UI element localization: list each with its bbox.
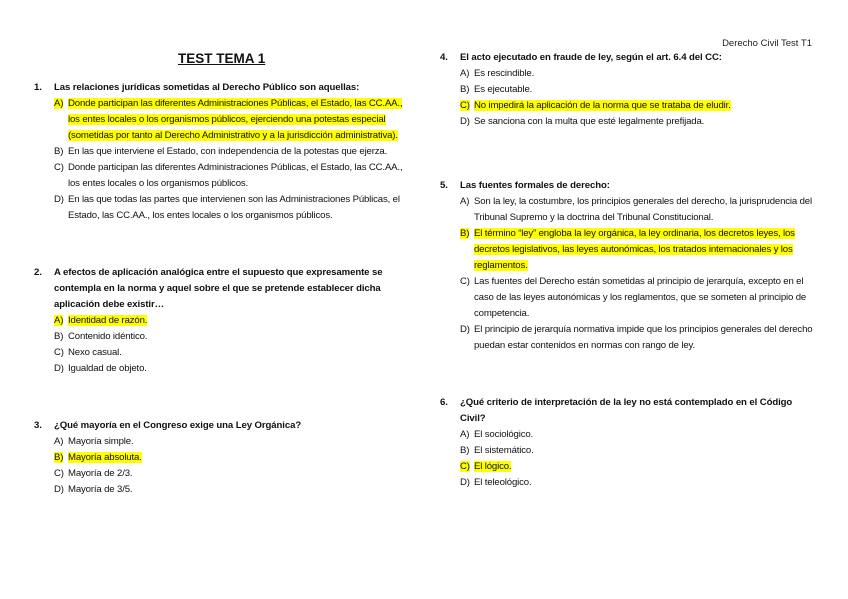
option-text: El sistemático. <box>474 445 534 456</box>
option-c <box>460 98 818 114</box>
option-b <box>460 82 818 98</box>
option-a <box>460 427 818 443</box>
option-d <box>54 482 406 498</box>
option-c <box>54 160 406 192</box>
option-a <box>460 194 818 226</box>
option-text: Las fuentes del Derecho están sometidas al principio de jerarquía, excepto en el caso de las leyes autonómicas y los reglamentos, que se someten al principio de competencia. <box>474 276 807 319</box>
option-d <box>460 114 818 130</box>
option-letter: D) <box>460 116 470 127</box>
option-text: Se sanciona con la multa que esté legalmente prefijada. <box>474 116 705 127</box>
option-letter: C) <box>54 162 64 173</box>
option-c <box>54 466 406 482</box>
option-text: Mayoría absoluta. <box>68 452 142 463</box>
option-text: Identidad de razón. <box>68 315 148 326</box>
option-d <box>460 475 818 491</box>
question-number: 1. <box>34 82 42 93</box>
question-4 <box>440 50 818 130</box>
option-list <box>460 194 818 354</box>
option-letter: D) <box>54 484 64 495</box>
option-letter: C) <box>460 100 470 111</box>
left-column <box>34 80 406 498</box>
option-a <box>54 313 406 329</box>
option-letter: D) <box>460 324 470 335</box>
option-b <box>54 450 406 466</box>
option-letter: A) <box>54 98 64 109</box>
option-d <box>54 361 406 377</box>
option-text: Igualdad de objeto. <box>68 363 147 374</box>
option-a <box>54 434 406 450</box>
option-letter: B) <box>460 84 470 95</box>
question-text: Las fuentes formales de derecho: <box>460 180 610 191</box>
option-list <box>54 434 406 498</box>
option-letter: D) <box>54 194 64 205</box>
option-text: Es rescindible. <box>474 68 535 79</box>
question-6 <box>440 395 818 491</box>
question-text: ¿Qué criterio de interpretación de la ley no está contemplado en el Código Civil? <box>460 397 793 424</box>
option-d <box>54 192 406 224</box>
option-letter: B) <box>460 445 470 456</box>
option-text: El principio de jerarquía normativa impide que los principios generales del derecho puedan estar contenidos en normas con rango de ley. <box>474 324 813 351</box>
option-letter: D) <box>460 477 470 488</box>
option-list <box>460 66 818 130</box>
option-text: Son la ley, la costumbre, los principios generales del derecho, la jurisprudencia del Tribunal Supremo y la doctrina del Tribunal Constitucional. <box>474 196 812 223</box>
option-c <box>460 274 818 322</box>
option-letter: A) <box>460 68 470 79</box>
option-text: En las que interviene el Estado, con independencia de la potestas que ejerza. <box>68 146 388 157</box>
question-number: 3. <box>34 420 42 431</box>
option-letter: D) <box>54 363 64 374</box>
question-text: A efectos de aplicación analógica entre el supuesto que expresamente se contempla en la norma y aquel sobre el que se pretende establecer dicha aplicación debe existir… <box>54 267 383 310</box>
option-letter: C) <box>54 468 64 479</box>
option-letter: A) <box>54 315 64 326</box>
question-1 <box>34 80 406 224</box>
option-letter: B) <box>460 228 470 239</box>
question-2 <box>34 265 406 377</box>
page-title: TEST TEMA 1 <box>178 51 266 66</box>
option-letter: B) <box>54 146 64 157</box>
option-letter: A) <box>460 196 470 207</box>
question-text: Las relaciones jurídicas sometidas al Derecho Público son aquellas: <box>54 82 360 93</box>
option-text: Mayoría simple. <box>68 436 134 447</box>
option-text: Mayoría de 2/3. <box>68 468 133 479</box>
option-list <box>54 96 406 224</box>
option-b <box>460 443 818 459</box>
option-text: Donde participan las diferentes Administraciones Públicas, el Estado, las CC.AA., los entes locales o los organismos públicos. <box>68 162 403 189</box>
option-letter: C) <box>54 347 64 358</box>
question-number: 4. <box>440 52 448 63</box>
option-text: Contenido idéntico. <box>68 331 148 342</box>
option-d <box>460 322 818 354</box>
document-header: Derecho Civil Test T1 <box>722 38 812 49</box>
option-text: Donde participan las diferentes Administraciones Públicas, el Estado, las CC.AA., los entes locales o los organismos públicos, ejerciendo una potestas especial (sometidas por tanto al Derecho Administrativo y a la jurisdicción administrativa). <box>68 98 403 141</box>
option-a <box>460 66 818 82</box>
option-text: Es ejecutable. <box>474 84 533 95</box>
option-letter: B) <box>54 331 64 342</box>
question-number: 5. <box>440 180 448 191</box>
option-letter: A) <box>460 429 470 440</box>
question-text: ¿Qué mayoría en el Congreso exige una Ley Orgánica? <box>54 420 302 431</box>
option-text: No impedirá la aplicación de la norma que se trataba de eludir. <box>474 100 731 111</box>
option-c <box>460 459 818 475</box>
option-a <box>54 96 406 144</box>
question-5 <box>440 178 818 354</box>
option-list <box>54 313 406 377</box>
option-letter: B) <box>54 452 64 463</box>
option-b <box>460 226 818 274</box>
option-text: En las que todas las partes que intervienen son las Administraciones Públicas, el Estado, las CC.AA., los entes locales o los organismos públicos. <box>68 194 400 221</box>
option-c <box>54 345 406 361</box>
option-text: El teleológico. <box>474 477 532 488</box>
option-letter: C) <box>460 276 470 287</box>
question-number: 2. <box>34 267 42 278</box>
option-text: Mayoría de 3/5. <box>68 484 133 495</box>
question-3 <box>34 418 406 498</box>
question-text: El acto ejecutado en fraude de ley, según el art. 6.4 del CC: <box>460 52 722 63</box>
right-column <box>440 50 818 491</box>
option-text: El sociológico. <box>474 429 534 440</box>
option-b <box>54 329 406 345</box>
question-number: 6. <box>440 397 448 408</box>
option-text: Nexo casual. <box>68 347 122 358</box>
option-b <box>54 144 406 160</box>
option-letter: C) <box>460 461 470 472</box>
option-text: El lógico. <box>474 461 512 472</box>
option-letter: A) <box>54 436 64 447</box>
option-text: El término “ley” engloba la ley orgánica, la ley ordinaria, los decretos leyes, los decretos legislativos, las leyes autonómicas, los tratados internacionales y los reglamentos. <box>474 228 795 271</box>
option-list <box>460 427 818 491</box>
